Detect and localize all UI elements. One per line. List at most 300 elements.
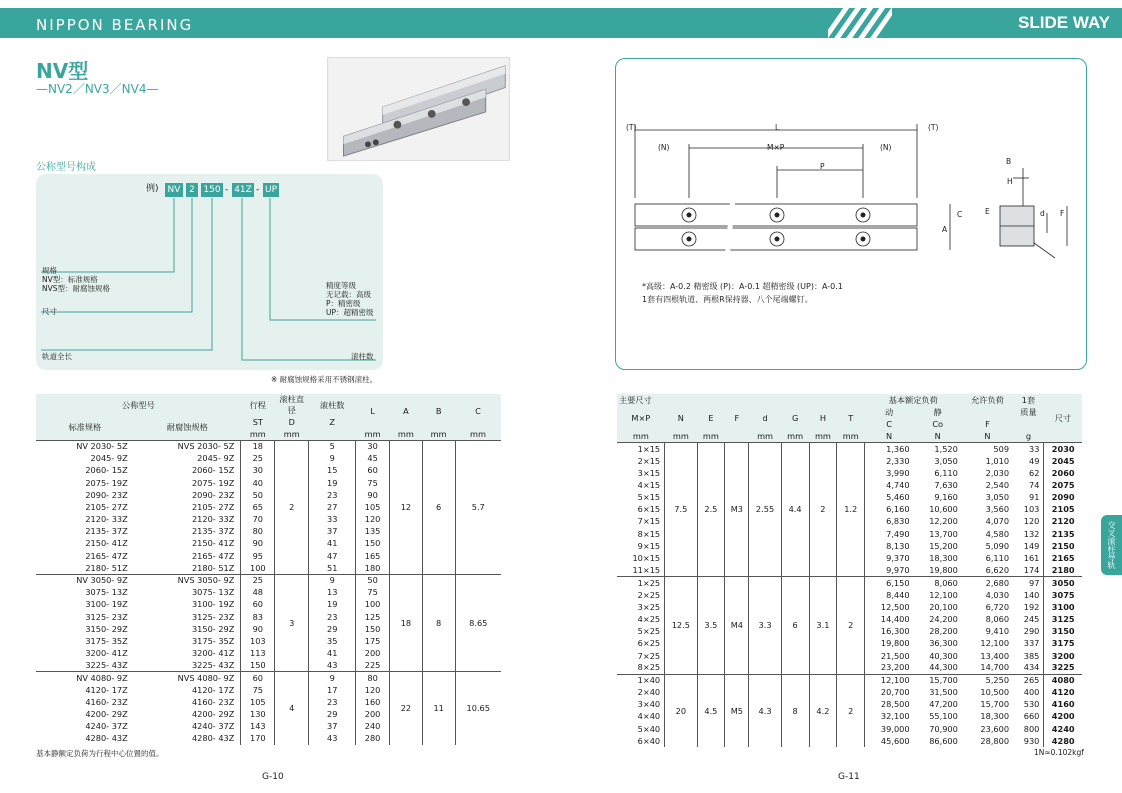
table-cell: 2	[809, 443, 837, 577]
table-cell: 4200	[1044, 711, 1082, 723]
table-cell: 4120- 17Z	[191, 684, 235, 695]
table-cell: 4×15	[637, 479, 661, 490]
table-cell: 2060	[1044, 467, 1082, 479]
table-cell: 2150- 41Z	[85, 538, 128, 549]
table-cell: 8,130	[865, 540, 914, 552]
table-cell: 225	[356, 660, 390, 672]
table-cell: 3100	[1044, 601, 1082, 613]
table-cell: 135	[356, 526, 390, 538]
th-standard: 标准规格	[36, 416, 134, 440]
length-label: 轨道全长	[42, 352, 72, 361]
table-cell: 15,700	[914, 674, 962, 686]
table-cell: 103	[1023, 504, 1040, 515]
table-cell: 3075- 13Z	[191, 587, 235, 598]
table-cell: 1×15	[617, 443, 665, 455]
table-cell: 4240- 37Z	[85, 721, 128, 732]
table-cell: 2090- 23Z	[191, 489, 235, 500]
table-cell: 2135	[1044, 528, 1082, 540]
table-cell: 23,600	[980, 723, 1010, 734]
code-part-series: NV	[165, 183, 183, 197]
table-cell: 32,100	[865, 711, 914, 723]
table-cell: NV 3050- 9Z	[36, 574, 134, 586]
table-cell: 3,050	[985, 492, 1010, 503]
dim-B: B	[1006, 157, 1012, 166]
table-cell: 12,200	[929, 516, 958, 527]
table-cell: M5	[725, 674, 749, 747]
table-cell: 50	[241, 489, 275, 501]
table-cell: 2135- 37Z	[85, 526, 128, 537]
table-cell: 13,400	[980, 650, 1010, 661]
th-H: H	[809, 406, 837, 430]
table-cell: 3175- 35Z	[191, 635, 235, 646]
brand-name: NIPPON BEARING	[36, 16, 194, 34]
table-cell: 3125- 23Z	[85, 611, 128, 622]
table-cell: 12	[390, 440, 423, 574]
table-cell: 5×40	[637, 723, 661, 734]
dim-H: H	[1007, 177, 1013, 186]
table-cell: NVS 3050- 9Z	[134, 574, 241, 586]
table-cell: 4160- 23Z	[85, 696, 128, 707]
table-cell: 11	[422, 672, 455, 745]
dim-L: L	[775, 123, 780, 132]
table-cell: 91	[1028, 492, 1040, 503]
code-part-size: 2	[186, 183, 198, 197]
table-cell: 28,800	[980, 735, 1010, 746]
table-cell: 132	[1023, 528, 1040, 539]
table-cell: 3.5	[697, 577, 725, 675]
table-cell: 70	[241, 514, 275, 526]
table-cell: 5	[309, 440, 356, 452]
table-cell: 2180- 51Z	[191, 562, 235, 573]
table-cell: 6	[781, 577, 809, 675]
table-cell: 8×25	[637, 662, 661, 673]
table-cell: 3225- 43Z	[191, 660, 235, 671]
th-mm: mm	[781, 431, 809, 443]
table-cell: 4,070	[985, 516, 1010, 527]
th-MxP: M×P	[617, 406, 665, 430]
table-cell: 3100- 19Z	[191, 599, 235, 610]
table-cell: 930	[1023, 735, 1040, 746]
table-cell: 62	[1028, 467, 1040, 478]
table-cell: 2165	[1044, 552, 1082, 564]
th-N: N	[665, 406, 697, 430]
table-cell: 47	[326, 550, 338, 561]
table-cell: 8.65	[455, 574, 501, 672]
table-cell: 12,100	[865, 674, 914, 686]
table-cell: 3125- 23Z	[191, 611, 235, 622]
dim-C: C	[957, 210, 963, 219]
table-cell: 75	[356, 587, 390, 599]
side-tab[interactable]: 交叉滚柱导轨	[1101, 515, 1122, 575]
table-cell: 2060- 15Z	[85, 465, 128, 476]
table-cell: 2075- 19Z	[85, 477, 128, 488]
table-cell: 2045	[1044, 455, 1082, 467]
table-cell: 90	[241, 538, 275, 550]
table-cell: 2,540	[985, 479, 1010, 490]
table-cell: 70,900	[929, 723, 958, 734]
right-footnote: 1N≈0.102kgf	[1034, 748, 1084, 757]
table-cell: 2	[275, 440, 309, 574]
table-cell: 12,100	[980, 638, 1010, 649]
table-cell: 28,500	[865, 699, 914, 711]
table-cell: M3	[725, 443, 749, 577]
catalog-spread: NIPPON BEARING SLIDE WAY NV型 —NV2／NV3／NV4— 公称型号构成 例) NV 2 150 - 41Z - UP 规格 NV型：标准规格 NVS型：耐腐蚀规格 尺寸 轨道全长 精度等级 无记载：高级 P：精密级 UP：超精密级 滚柱数 ※ 耐腐蚀规格采用不锈钢滚柱。 公称型号 行程 滚柱直径 滚柱数 L A B C 标准规格 耐腐蚀规格 ST D Z mm mm mm mm mm mm NV 2030- 5Z NVS 2030- 5Z 18 2 5 30 12 6 5.7 2045- 9Z 2045- 9Z 25 9 45 2060- 15Z 2060- 15Z 30 15 60 2075- 19Z 2075- 19Z 40 19 75 2090- 23Z 2090- 23Z 50 23 90 2105- 27Z 2105- 27Z 65 27 105 2120- 33Z 2120- 33Z 70 33 120 2135- 37Z 2135- 37Z 80 37 135 2150- 41Z 2150- 41Z 90 41 150 2165- 47Z 2165- 47Z 95 47 165 2180- 51Z 2180- 51Z 100 51 180 NV 3050- 9Z NVS 3050- 9Z 25 3 9 50 18 8 8.65 3075- 13Z 3075- 13Z 48 13 75 3100- 19Z 3100- 19Z 60 19 100 3125- 23Z 3125- 23Z 83 23 125 3150- 29Z 3150- 29Z 90 29 150 3175- 35Z 3175- 35Z 103 35 175 3200- 41Z 3200- 41Z 113 41 200 3225- 43Z 3225- 43Z 150 43 225 NV 4080- 9Z NVS 4080- 9Z 60 4 9 80 22 11 10.65 4120- 17Z 4120- 17Z 75 17 120 4160- 23Z 4160- 23Z 105 23 160 4200- 29Z 4200- 29Z 130 29 200 4240- 37Z 4240- 37Z 143 37 240 4280- 43Z 4280- 43Z 170 43 280 基本静额定负荷为行程中心位置的值。 G-10 (T) (T) L (N) (N) M×P P B H A C E d F *高级：A-0.2 精密级 (P)：A-0.1 超精密级 (UP)：A-0.1 1套有四根轨道、两根R保持器、八个尾端螺钉。 主要尺寸 基本额定负荷 允许负荷 1套 尺寸 M×P N E F d G H T 动 静 质量 C Co F mm mm mm mm mm mm mm N N N g 1×15 7.5 2.5 M3 2.55 4.4 2 1.2 1,360 1,520 509 33 2030 2×15 2,330 3,050 1,010 49 2045 3×15 3,990 6,110 2,030 62 2060 4×15 4,740 7,630 2,540 74 2075 5×15 5,460 9,160 3,050 91 2090 6×15 6,160 10,600 3,560 103 2105 7×15 6,830 12,200 4,070 120 2120 8×15 7,490 13,700 4,580 132 2135 9×15 8,130 15,200 5,090 149 2150 10×15 9,370 18,300 6,110 161 2165 11×15 9,970 19,800 6,620 174 2180 1×25 12.5 3.5 M4 3.3 6 3.1 2 6,150 8,060 2,680 97 3050 2×25 8,440 12,100 4,030 140 3075 3×25 12,500 20,100 6,720 192 3100 4×25 14,400 24,200 8,060 245 3125 5×25 16,300 28,200 9,410 290 3150 6×25 19,800 36,300 12,100 337 3175 7×25 21,500 40,300 13,400 385 3200 8×25 23,200 44,300 14,700 434 3225 1×40 20 4.5 M5 4.3 8 4.2 2 12,100 15,700 5,250 265 4080 2×40 20,700 31,500 10,500 400 4120 3×40 28,500 47,200 15,700 530 4160 4×40 32,100 55,100 18,300 660 4200 5×40 39,000 70,900 23,600 800 4240 6×40 45,600 86,600 28,800 930 4280 1N≈0.102kgf G-11 交叉滚柱导轨	[0, 0, 1122, 793]
table-cell: 9	[329, 453, 335, 464]
table-cell: 7,630	[934, 479, 958, 490]
table-cell: 8,440	[865, 589, 914, 601]
table-cell: 20,100	[929, 601, 958, 612]
product-title: NV型	[36, 59, 89, 83]
code-part-length: 150	[201, 183, 223, 197]
table-cell: 17	[326, 684, 338, 695]
table-cell: 265	[1013, 674, 1044, 686]
table-cell: 240	[356, 721, 390, 733]
table-cell: 4280- 43Z	[191, 733, 235, 744]
table-cell: 4.5	[697, 674, 725, 747]
table-cell: NV 2030- 5Z	[36, 440, 134, 452]
table-cell: 105	[356, 501, 390, 513]
table-cell: 3150- 29Z	[191, 623, 235, 634]
table-cell: 245	[1023, 613, 1040, 624]
table-cell: 105	[241, 696, 275, 708]
table-cell: 16,300	[865, 626, 914, 638]
dim-T-right: (T)	[928, 123, 939, 132]
table-cell: 150	[356, 538, 390, 550]
table-cell: 2.55	[749, 443, 781, 577]
dim-F: F	[1060, 209, 1065, 218]
table-cell: 37	[326, 526, 338, 537]
table-cell: 2090	[1044, 492, 1082, 504]
table-cell: 509	[962, 443, 1013, 455]
th-dynamic: 动	[865, 406, 914, 418]
table-cell: 30	[241, 465, 275, 477]
table-cell: 6×40	[637, 735, 661, 746]
table-cell: 4160	[1044, 699, 1082, 711]
th-roller-count: 滚柱数	[309, 394, 356, 416]
table-cell: 23	[326, 489, 338, 500]
th-unit-g: g	[1013, 431, 1044, 443]
th-G: G	[781, 406, 809, 430]
table-cell: 45	[356, 453, 390, 465]
table-cell: 13,700	[929, 528, 958, 539]
table-cell: 33	[326, 514, 338, 525]
th-Fallow: F	[962, 418, 1013, 430]
table-cell: 43	[326, 733, 338, 744]
table-cell: 25	[241, 453, 275, 465]
th-st: ST	[241, 416, 275, 428]
table-cell: 2.5	[697, 443, 725, 577]
left-footnote: 基本静额定负荷为行程中心位置的值。	[36, 749, 164, 758]
table-cell: 3100- 19Z	[85, 599, 128, 610]
table-cell: 530	[1023, 699, 1040, 710]
table-cell: 165	[356, 550, 390, 562]
table-cell: 3150- 29Z	[85, 623, 128, 634]
table-cell: 83	[241, 611, 275, 623]
table-cell: 18	[390, 574, 423, 672]
table-cell: 20	[665, 674, 697, 747]
table-cell: 4200- 29Z	[191, 709, 235, 720]
table-cell: 143	[241, 721, 275, 733]
table-cell: 3	[275, 574, 309, 672]
th-F: F	[725, 406, 749, 430]
table-cell: 290	[1023, 626, 1040, 637]
table-cell: 15,700	[980, 699, 1010, 710]
table-cell: 2150- 41Z	[191, 538, 235, 549]
th-B: B	[422, 394, 455, 428]
table-cell: 5.7	[455, 440, 501, 574]
table-cell: 3,560	[985, 504, 1010, 515]
table-cell: 113	[241, 648, 275, 660]
table-cell: 337	[1023, 638, 1040, 649]
table-cell: 90	[356, 489, 390, 501]
table-cell: 20,700	[865, 687, 914, 699]
table-cell: 3200- 41Z	[85, 648, 128, 659]
code-part-rollers: 41Z	[232, 183, 254, 197]
table-cell: 3050	[1044, 577, 1082, 589]
table-cell: 95	[241, 550, 275, 562]
product-subtitle: —NV2／NV3／NV4—	[36, 82, 159, 96]
table-row	[617, 674, 1082, 686]
table-cell: 8	[422, 574, 455, 672]
table-cell: 60	[241, 672, 275, 684]
dim-T-left: (T)	[626, 123, 637, 132]
table-cell: 400	[1023, 687, 1040, 698]
dim-d: d	[1040, 209, 1045, 218]
th-mm: mm	[697, 431, 725, 443]
table-cell: 4.2	[809, 674, 837, 747]
page-number-left: G-10	[262, 772, 284, 782]
table-cell: 2,680	[962, 577, 1013, 589]
table-cell: 150	[241, 660, 275, 672]
table-cell: 9,970	[865, 565, 914, 577]
table-cell: 23	[326, 696, 338, 707]
table-cell: 5×25	[637, 626, 661, 637]
table-cell: 130	[241, 709, 275, 721]
table-cell: 2120- 33Z	[191, 514, 235, 525]
table-cell: 15	[326, 465, 338, 476]
table-cell: 1×25	[617, 577, 665, 589]
table-cell: 3,050	[934, 455, 958, 466]
th-mm: mm	[455, 428, 501, 440]
table-cell: 6,720	[985, 601, 1010, 612]
table-cell: 4080	[1044, 674, 1082, 686]
dim-N-left: (N)	[658, 143, 670, 152]
table-cell: 19,800	[929, 564, 958, 575]
table-cell: 14,700	[980, 662, 1010, 673]
th-unit-N: N	[914, 431, 962, 443]
table-cell: 31,500	[929, 687, 958, 698]
table-cell: 3.1	[809, 577, 837, 675]
table-cell: 12,500	[865, 601, 914, 613]
table-cell: 6,110	[985, 553, 1010, 564]
table-cell: 21,500	[865, 650, 914, 662]
product-photo	[327, 57, 510, 161]
table-cell: 35	[326, 635, 338, 646]
table-cell: 3.3	[749, 577, 781, 675]
table-cell: 2×15	[637, 455, 661, 466]
th-stroke: 行程	[241, 394, 275, 416]
th-set: 1套	[1013, 394, 1044, 406]
table-cell: 9,160	[934, 492, 958, 503]
th-rated-load: 基本额定负荷	[865, 394, 962, 406]
table-cell: 2165- 47Z	[191, 550, 235, 561]
table-cell: 7,490	[865, 528, 914, 540]
table-cell: 30	[356, 440, 390, 452]
th-T: T	[837, 406, 865, 430]
example-label: 例)	[146, 184, 159, 194]
table-cell: 2090- 23Z	[85, 489, 128, 500]
th-mm: mm	[275, 428, 309, 440]
dim-E: E	[985, 207, 990, 216]
th-mm: mm	[241, 428, 275, 440]
table-cell: 2120- 33Z	[85, 514, 128, 525]
table-cell: 9	[309, 574, 356, 586]
table-cell: 4.4	[781, 443, 809, 577]
table-cell: 3225	[1044, 662, 1082, 674]
table-cell: 3×25	[637, 601, 661, 612]
table-cell: 49	[1028, 455, 1040, 466]
table-cell: 33	[1013, 443, 1044, 455]
table-cell: 2030	[1044, 443, 1082, 455]
table-cell: 100	[356, 599, 390, 611]
table-cell: 9×15	[637, 540, 661, 551]
table-cell: 22	[390, 672, 423, 745]
th-C: C	[865, 418, 914, 430]
table-cell: 44,300	[929, 662, 958, 673]
table-cell: 25	[241, 574, 275, 586]
table-cell: 2180	[1044, 565, 1082, 577]
table-cell: 29	[326, 623, 338, 634]
code-part-grade: UP	[264, 185, 277, 195]
th-corrosion: 耐腐蚀规格	[134, 416, 241, 440]
table-cell: 4,030	[985, 589, 1010, 600]
table-cell: M4	[725, 577, 749, 675]
th-mm: mm	[665, 431, 697, 443]
th-main-dims: 主要尺寸	[617, 394, 865, 406]
th-unit-N: N	[962, 431, 1013, 443]
table-cell: 6,110	[934, 467, 958, 478]
table-cell: 174	[1023, 564, 1040, 575]
table-cell: 65	[241, 501, 275, 513]
table-cell: 12,100	[929, 589, 958, 600]
table-cell: 5×15	[637, 492, 661, 503]
th-mm: mm	[837, 431, 865, 443]
th-C: C	[455, 394, 501, 428]
table-cell: 2	[837, 674, 865, 747]
rollers-label: 滚柱数	[351, 352, 374, 361]
table-cell: 2105- 27Z	[85, 501, 128, 512]
table-cell: 13	[326, 587, 338, 598]
table-cell: 2	[837, 577, 865, 675]
dim-N-right: (N)	[880, 143, 892, 152]
th-z: Z	[309, 416, 356, 428]
table-cell: 4.3	[749, 674, 781, 747]
th-size: 尺寸	[1044, 394, 1082, 443]
table-cell: 175	[356, 635, 390, 647]
th-E: E	[697, 406, 725, 430]
table-cell: 6,620	[985, 564, 1010, 575]
table-cell: 4×40	[637, 711, 661, 722]
th-roller-dia: 滚柱直径	[275, 394, 309, 416]
table-row	[36, 574, 501, 586]
th-nominal: 公称型号	[36, 394, 241, 416]
table-cell: 86,600	[929, 735, 958, 746]
table-cell: 103	[241, 635, 275, 647]
table-cell: NVS 2030- 5Z	[134, 440, 241, 452]
table-cell: 2,330	[865, 455, 914, 467]
table-cell: 2075- 19Z	[191, 477, 235, 488]
table-cell: 27	[326, 501, 338, 512]
table-cell: 140	[1023, 589, 1040, 600]
table-cell: 23,200	[865, 662, 914, 674]
table-cell: 2105	[1044, 504, 1082, 516]
right-spec-table	[617, 394, 1082, 747]
table-cell: 14,400	[865, 613, 914, 625]
th-mm: mm	[390, 428, 423, 440]
header-stripes	[828, 8, 892, 38]
table-cell: 3225- 43Z	[85, 660, 128, 671]
table-cell: 9,370	[865, 552, 914, 564]
table-cell: 39,000	[865, 723, 914, 735]
table-cell: 8	[781, 674, 809, 747]
table-cell: 385	[1023, 650, 1040, 661]
table-cell: 12.5	[665, 577, 697, 675]
grade-label: 精度等级 无记载：高级 P：精密级 UP：超精密级	[326, 281, 374, 317]
table-row	[617, 577, 1082, 589]
table-cell: 4160- 23Z	[191, 696, 235, 707]
th-L: L	[356, 394, 390, 428]
table-cell: 2×40	[637, 687, 661, 698]
table-cell: 3200- 41Z	[191, 648, 235, 659]
table-cell: 2045- 9Z	[90, 453, 128, 464]
table-cell: 120	[356, 684, 390, 696]
th-A: A	[390, 394, 423, 428]
table-cell: 9,410	[985, 626, 1010, 637]
table-cell: 2135- 37Z	[191, 526, 235, 537]
th-mm: mm	[809, 431, 837, 443]
table-cell: 4	[275, 672, 309, 745]
table-cell: 161	[1023, 553, 1040, 564]
table-cell: 15,200	[929, 540, 958, 551]
table-cell: 6	[422, 440, 455, 574]
th-mass: 质量	[1013, 406, 1044, 418]
table-cell: 18,300	[980, 711, 1010, 722]
table-cell: 200	[356, 648, 390, 660]
table-cell: 55,100	[929, 711, 958, 722]
table-cell: 2120	[1044, 516, 1082, 528]
table-cell: 2165- 47Z	[85, 550, 128, 561]
table-cell: 120	[356, 514, 390, 526]
dim-MxP: M×P	[767, 143, 785, 152]
table-cell: 10.65	[455, 672, 501, 745]
table-cell: 80	[356, 672, 390, 684]
table-row	[617, 443, 1082, 455]
table-cell: 2045- 9Z	[197, 453, 235, 464]
dim-label: 尺寸	[42, 307, 57, 316]
table-cell: 47,200	[929, 699, 958, 710]
table-cell: 60	[241, 599, 275, 611]
table-cell: 3200	[1044, 650, 1082, 662]
table-cell: 80	[241, 526, 275, 538]
table-cell: 19,800	[865, 638, 914, 650]
table-cell: 3075- 13Z	[85, 587, 128, 598]
table-cell: 4200- 29Z	[85, 709, 128, 720]
table-cell: 90	[241, 623, 275, 635]
table-cell: 2075	[1044, 479, 1082, 491]
table-cell: 434	[1023, 662, 1040, 673]
table-cell: 3×15	[637, 467, 661, 478]
table-cell: 5,090	[985, 540, 1010, 551]
